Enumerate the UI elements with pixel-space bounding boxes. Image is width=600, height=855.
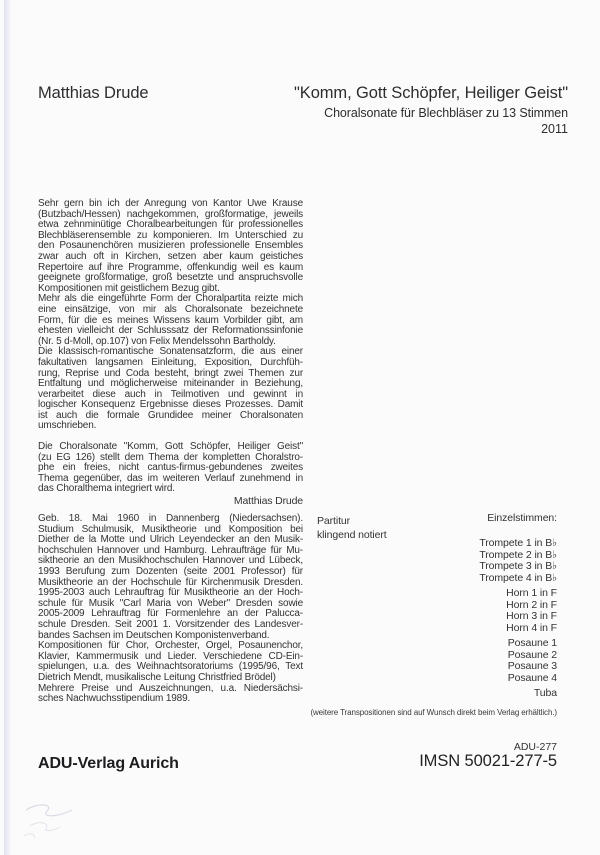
paragraph xyxy=(38,294,303,347)
body-text xyxy=(38,199,303,506)
text-line: Dietrich Mendt, musikalische Leitung Christfried Brödel) xyxy=(38,671,276,683)
instrument-group xyxy=(310,638,557,684)
text-line: Die Choralsonate "Komm, Gott Schöpfer, Heiliger Geist" xyxy=(38,441,303,453)
text-line: (Butzbach/Hessen) nachgekommen, großformatige, jeweils xyxy=(38,208,303,220)
text-line: ehesten vielleicht der Schlusssatz der Reformationssinfonie xyxy=(38,325,303,337)
biography-text xyxy=(38,514,303,705)
title-block xyxy=(294,84,568,136)
publisher-name: ADU-Verlag Aurich xyxy=(38,755,179,772)
instrument-part: Posaune 1 xyxy=(507,637,557,649)
text-line: fakultativen langsamen Einleitung, Exposition, Durchfüh- xyxy=(38,356,303,368)
work-year: 2011 xyxy=(541,122,568,136)
text-line: eine einsätzige, von mir als Choralsonate bezeichnete xyxy=(38,303,303,315)
text-line: geeignete großformatige, groß besetzte und anspruchsvolle xyxy=(38,272,303,284)
text-line: Form, für die es meines Wissens kaum Vorbilder gibt, am xyxy=(38,314,303,326)
parts-groups xyxy=(310,538,557,700)
instrument-part: Horn 2 in F xyxy=(506,598,557,611)
instrument-part: Trompete 3 in B♭ xyxy=(479,560,557,572)
text-line: (zu EG 126) stellt dem Thema der kompletten Choralstro- xyxy=(38,451,303,463)
text-line: Entfaltung und möglicherweise miteinander in Beziehung, xyxy=(38,378,303,390)
instrument-part: Posaune 3 xyxy=(507,660,557,672)
instrument-part: Tuba xyxy=(533,687,557,699)
instrument-group xyxy=(310,688,557,700)
text-line: siktheorie an den Musikhochschulen Hannover und Lübeck, xyxy=(38,555,303,567)
instrument-part: Posaune 2 xyxy=(507,648,557,661)
signature: Matthias Drude xyxy=(233,494,303,507)
text-line: spielungen, u.a. des Weihnachtsoratoriums (1995/96, Text xyxy=(38,661,303,673)
text-line: Thema gegenüber, das im weiteren Verlauf zunehmend in xyxy=(38,472,303,484)
text-line: Musiktheorie an der Hochschule für Kirchenmusik Dresden. xyxy=(38,576,303,588)
parts-footnote: (weitere Transpositionen sind auf Wunsch direkt beim Verlag erhältlich.) xyxy=(310,707,557,717)
text-line: Geb. 18. Mai 1960 in Dannenberg (Niedersachsen). xyxy=(38,513,303,524)
pencil-smudge-artifact xyxy=(20,780,110,842)
paragraph xyxy=(38,684,303,705)
parts-heading: Einzelstimmen: xyxy=(487,512,557,524)
catalog-number: ADU-277 xyxy=(513,741,557,753)
text-line: (Nr. 5 d-Moll, op.107) von Felix Mendelssohn Bartholdy. xyxy=(38,335,276,347)
text-line: verarbeitet diese auch in Teilmotiven und gewinnt in xyxy=(38,388,303,400)
text-line: 1995-2003 auch Lehrauftrag für Musiktheorie an der Hoch- xyxy=(38,587,303,599)
author-name: Matthias Drude xyxy=(38,84,149,102)
parts-list xyxy=(310,512,557,717)
text-line: umschrieben. xyxy=(38,420,97,432)
paragraph xyxy=(38,199,303,294)
text-line: Diether de la Motte und Ulrich Leyendecker an den Musik- xyxy=(38,534,303,546)
text-line: bandes Sachsen im Deutschen Komponistenverband. xyxy=(38,629,270,641)
text-line: ist auch die formale Grundidee meiner Choralsonaten xyxy=(38,409,303,421)
paragraph xyxy=(38,641,303,683)
text-line: Die klassisch-romantische Sonatensatzform, die aus einer xyxy=(38,346,303,358)
score-sublabel: klingend notiert xyxy=(317,529,387,541)
text-line: Blechbläserensemble zu komponieren. Im Unterschied zu xyxy=(38,229,303,241)
work-subtitle: Choralsonate für Blechbläser zu 13 Stimmen xyxy=(324,106,568,120)
text-line: etwa zehnminütige Choralbearbeitungen für professionelles xyxy=(38,219,303,231)
scan-edge-artifact xyxy=(4,0,11,855)
text-line: das Choralthema integriert wird. xyxy=(38,483,175,495)
text-line: phe ein freies, nicht cantus-firmus-gebundenes zweites xyxy=(38,462,303,474)
imsn-number: IMSN 50021-277-5 xyxy=(419,752,557,770)
instrument-part: Horn 3 in F xyxy=(506,610,557,622)
instrument-part: Trompete 4 in B♭ xyxy=(479,571,557,584)
text-line: Mehrere Preise und Auszeichnungen, u.a. Niedersächsi- xyxy=(38,682,303,694)
text-line: Sehr gern bin ich der Anregung von Kantor Uwe Krause xyxy=(38,198,303,209)
instrument-part: Trompete 2 in B♭ xyxy=(479,548,557,561)
text-line: logischer Konsequenz Ergebnisse dieses Prozesses. Damit xyxy=(38,399,303,411)
text-line: Studium Schulmusik, Musiktheorie und Komposition bei xyxy=(38,523,303,535)
text-line: Klavier, Kammermusik und Lieder. Verschiedene CD-Ein- xyxy=(38,650,303,662)
text-line: sches Nachwuchsstipendium 1989. xyxy=(38,693,191,705)
paragraph xyxy=(38,347,303,432)
instrument-part: Horn 4 in F xyxy=(506,621,557,634)
text-line: Mehr als die eingeführte Form der Choralpartita reizte mich xyxy=(38,293,303,305)
instrument-part: Posaune 4 xyxy=(507,671,557,684)
paragraph xyxy=(38,442,303,495)
instrument-part: Horn 1 in F xyxy=(506,587,557,599)
text-line: hochschulen Hannover und Hamburg. Lehraufträge für Mu- xyxy=(38,544,303,556)
text-line: zwar auch oft in Kirchen, setzen aber kaum geistiches xyxy=(38,250,303,262)
text-line: schule für Musik "Carl Maria von Weber" Dresden sowie xyxy=(38,597,303,609)
text-line: 2005-2009 Lehrauftrag für Formenlehre an der Palucca- xyxy=(38,608,303,620)
work-title: "Komm, Gott Schöpfer, Heiliger Geist" xyxy=(294,84,568,102)
text-line: Kompositionen mit geistlichem Bezug gibt. xyxy=(38,282,220,294)
text-line: schule Dresden. Seit 2001 1. Vorsitzender des Landesver- xyxy=(38,618,303,630)
instrument-part: Trompete 1 in B♭ xyxy=(479,537,557,549)
text-line: den Posaunenchören musizieren professionelle Ensembles xyxy=(38,240,303,252)
paragraph xyxy=(38,514,303,641)
text-line: Kompositionen für Chor, Orchester, Orgel, Posaunenchor, xyxy=(38,640,303,652)
score-label: Partitur xyxy=(317,515,351,527)
text-line: Repertoire auf ihre Programme, offenkundig weil es kaum xyxy=(38,261,303,273)
text-line: rung, Reprise und Coda besteht, bringt zwei Themen zur xyxy=(38,367,303,379)
instrument-group xyxy=(310,538,557,584)
text-line: 1993 Berufung zum Dozenten (seite 2001 Professor) für xyxy=(38,565,303,577)
instrument-group xyxy=(310,588,557,634)
